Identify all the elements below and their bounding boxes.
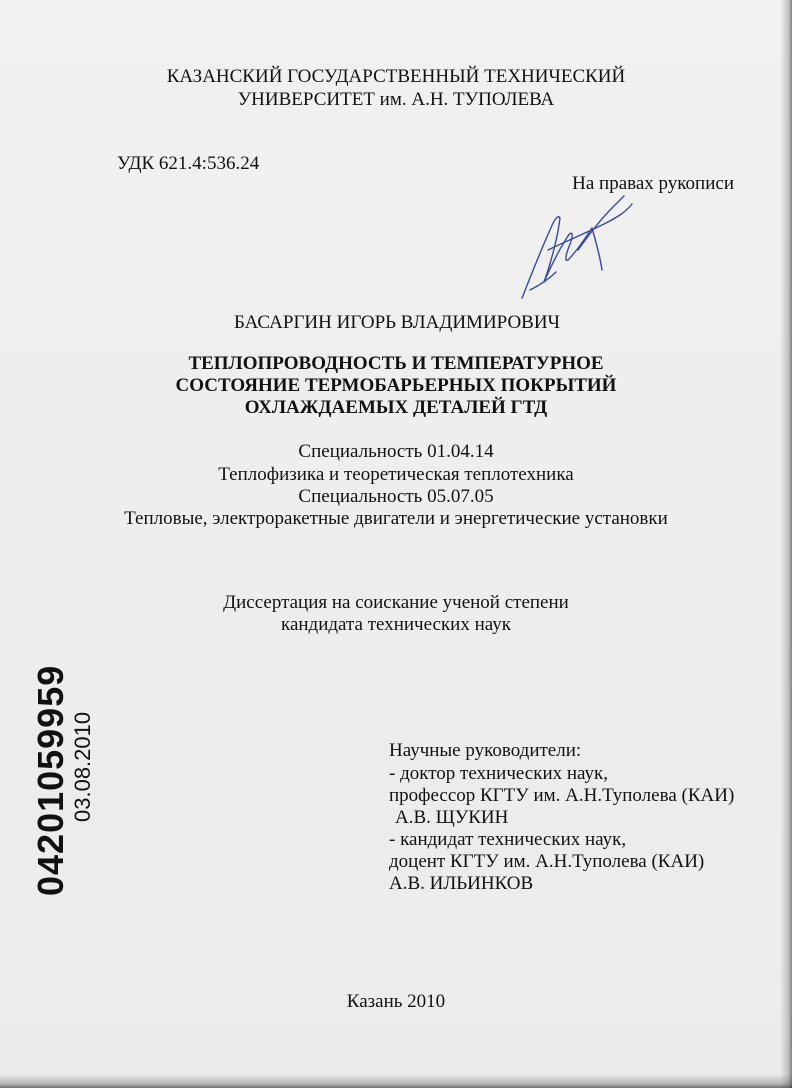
degree-line-2: кандидата технических наук (281, 614, 511, 635)
university-line-2: УНИВЕРСИТЕТ им. А.Н. ТУПОЛЕВА (237, 89, 555, 110)
title-line-2: СОСТОЯНИЕ ТЕРМОБАРЬЕРНЫХ ПОКРЫТИЙ (175, 375, 617, 396)
udk-code: УДК 621.4:536.24 (117, 153, 260, 174)
manuscript-rights: На правах рукописи (572, 173, 734, 194)
signature-icon (508, 190, 638, 305)
advisor-1-position: профессор КГТУ им. А.Н.Туполева (КАИ) (389, 785, 735, 806)
advisors-heading: Научные руководители: (389, 740, 582, 761)
advisor-1-name: А.В. ЩУКИН (395, 807, 509, 828)
library-stamp (30, 630, 100, 900)
stamp-date: 03.08.2010 (70, 711, 95, 822)
page-edge-shadow-right (780, 0, 792, 1088)
page-edge-shadow-bottom (0, 1074, 792, 1088)
advisor-2-name: А.В. ИЛЬИНКОВ (389, 873, 534, 894)
title-line-3: ОХЛАЖДАЕМЫХ ДЕТАЛЕЙ ГТД (244, 397, 548, 418)
advisor-2-degree: - кандидат технических наук, (389, 829, 627, 850)
university-line-1: КАЗАНСКИЙ ГОСУДАРСТВЕННЫЙ ТЕХНИЧЕСКИЙ (166, 66, 626, 87)
advisor-2-position: доцент КГТУ им. А.Н.Туполева (КАИ) (389, 851, 705, 872)
specialty-2-code: Специальность 05.07.05 (298, 486, 494, 507)
stamp-number: 04201059959 (30, 664, 71, 896)
degree-line-1: Диссертация на соискание ученой степени (223, 592, 569, 613)
city-year: Казань 2010 (346, 991, 446, 1012)
specialty-1-name: Теплофизика и теоретическая теплотехника (218, 464, 574, 485)
title-line-1: ТЕПЛОПРОВОДНОСТЬ И ТЕМПЕРАТУРНОЕ (188, 353, 604, 374)
advisor-1-degree: - доктор технических наук, (389, 763, 609, 784)
author-name: БАСАРГИН ИГОРЬ ВЛАДИМИРОВИЧ (234, 312, 560, 333)
specialty-1-code: Специальность 01.04.14 (298, 441, 494, 462)
specialty-2-name: Тепловые, электроракетные двигатели и энергетические установки (124, 508, 668, 529)
